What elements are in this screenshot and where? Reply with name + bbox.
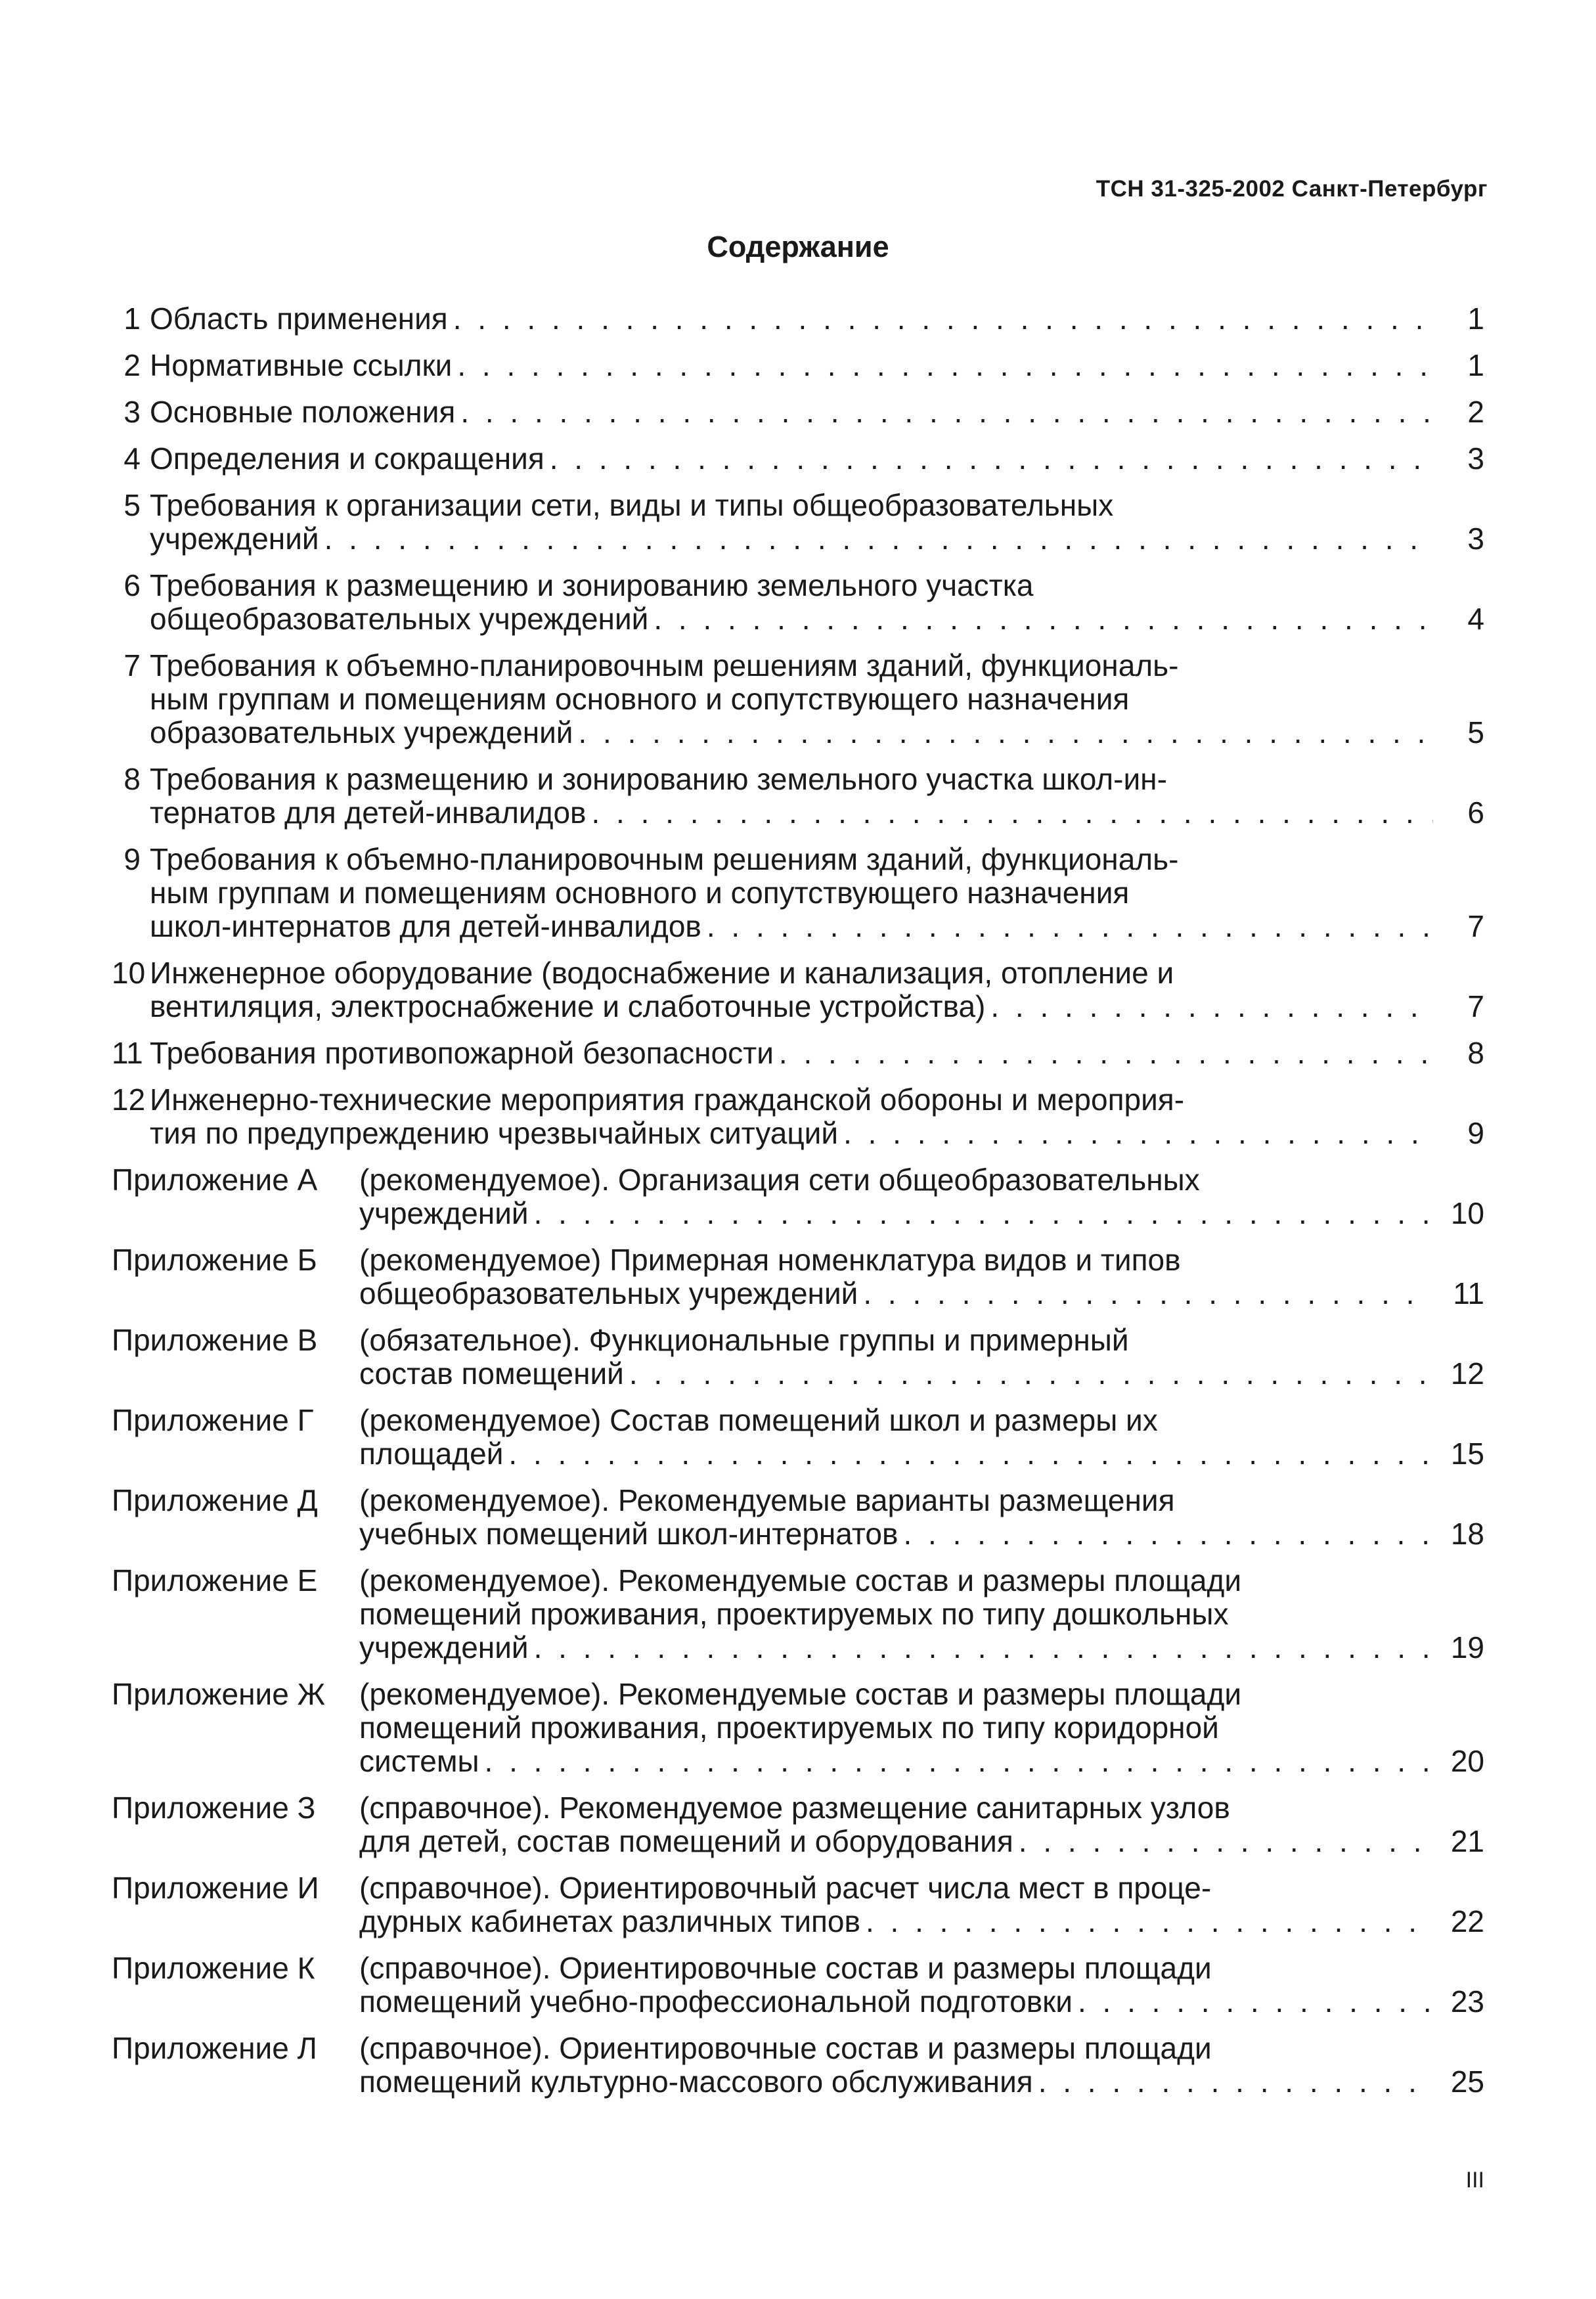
toc-appendix-label: Приложение Д — [112, 1483, 318, 1517]
dot-leader — [460, 395, 1433, 429]
toc-page-number: 22 — [1450, 1904, 1484, 1938]
toc-section-number: 11 — [112, 1036, 143, 1070]
toc-entry-title-line: ным группам и помещениям основного и сопутствующего назначения — [150, 876, 1130, 910]
toc-section-number: 8 — [123, 762, 141, 796]
toc-entry-title — [359, 1791, 1484, 1858]
toc-entry-title-line: Определения и сокращения — [150, 441, 544, 476]
toc-entry-title-line: (рекомендуемое). Рекомендуемые состав и размеры площади — [359, 1564, 1242, 1597]
toc-entry-title-line: вентиляция, электроснабжение и слаботочные устройства) — [150, 989, 986, 1023]
toc-entry-title — [150, 763, 1484, 830]
toc-entry-title — [359, 1404, 1484, 1471]
dot-leader — [903, 1517, 1433, 1551]
dot-leader — [866, 1905, 1433, 1938]
toc-page-number: 18 — [1450, 1517, 1484, 1551]
toc-appendix-entry[interactable] — [112, 1404, 1484, 1471]
toc-entry-title-line: образовательных учреждений — [150, 715, 573, 749]
toc-entry-title-line: Требования к организации сети, виды и типы общеобразовательных — [150, 489, 1114, 522]
toc-page-number: 3 — [1467, 522, 1484, 556]
toc-entry-title-line: учреждений — [150, 522, 319, 556]
toc-entry-title-line: тернатов для детей-инвалидов — [150, 795, 587, 830]
toc-page-number: 2 — [1467, 395, 1484, 429]
dot-leader — [453, 302, 1433, 336]
toc-entry-title — [359, 2032, 1484, 2099]
toc-entry-title-line: Нормативные ссылки — [150, 348, 453, 382]
toc-appendix-entry[interactable] — [112, 1324, 1484, 1391]
toc-entry-title — [150, 649, 1484, 749]
toc-page-number: 9 — [1467, 1116, 1484, 1150]
toc-entry-title-line: помещений учебно-профессиональной подготовки — [359, 1984, 1073, 2019]
dot-leader — [324, 522, 1433, 556]
toc-entry-title-line: дурных кабинетах различных типов — [359, 1904, 860, 1938]
toc-appendix-entry[interactable] — [112, 1678, 1484, 1778]
toc-page-number: 12 — [1450, 1356, 1484, 1391]
toc-page-number: 4 — [1467, 602, 1484, 636]
toc-page-number: 7 — [1467, 989, 1484, 1023]
dot-leader — [534, 1631, 1433, 1664]
toc-section-number: 7 — [123, 648, 141, 682]
toc-page-number: 6 — [1467, 795, 1484, 830]
document-code-header: ТСН 31-325-2002 Санкт-Петербург — [1096, 176, 1488, 202]
toc-entry-title — [150, 956, 1484, 1023]
toc-entry-title-line: помещений культурно-массового обслуживания — [359, 2065, 1033, 2099]
toc-appendix-label: Приложение В — [112, 1323, 318, 1357]
dot-leader — [779, 1037, 1433, 1070]
toc-page-number: 23 — [1450, 1984, 1484, 2019]
toc-section-number: 4 — [123, 441, 141, 476]
toc-entry-title — [150, 569, 1484, 636]
toc-section-entry[interactable] — [112, 569, 1484, 636]
page-number: III — [1465, 2168, 1484, 2193]
toc-entry-title — [359, 1243, 1484, 1310]
toc-entry-title — [150, 302, 1484, 336]
toc-section-number: 10 — [112, 956, 146, 990]
toc-section-entry[interactable] — [112, 1083, 1484, 1150]
toc-entry-title-line: Требования к размещению и зонированию земельного участка — [150, 569, 1034, 602]
toc-entry-title — [359, 1678, 1484, 1778]
dot-leader — [591, 796, 1433, 830]
toc-entry-title-line: общеобразовательных учреждений — [150, 602, 649, 636]
toc-section-entry[interactable] — [112, 302, 1484, 336]
toc-appendix-label: Приложение К — [112, 1951, 315, 1985]
toc-appendix-label: Приложение З — [112, 1791, 316, 1825]
toc-appendix-entry[interactable] — [112, 2032, 1484, 2099]
dot-leader — [579, 716, 1434, 749]
dot-leader — [485, 1745, 1433, 1778]
toc-section-entry[interactable] — [112, 649, 1484, 749]
toc-section-entry[interactable] — [112, 956, 1484, 1023]
toc-appendix-entry[interactable] — [112, 1791, 1484, 1858]
toc-page-number: 19 — [1450, 1630, 1484, 1664]
toc-entry-title-line: тия по предупреждению чрезвычайных ситуаций — [150, 1116, 839, 1150]
toc-entry-title-line: (рекомендуемое) Состав помещений школ и размеры их — [359, 1404, 1158, 1437]
dot-leader — [990, 990, 1433, 1023]
toc-entry-title-line: Инженерно-технические мероприятия гражданской обороны и мероприя- — [150, 1083, 1185, 1117]
dot-leader — [534, 1197, 1433, 1230]
dot-leader — [1078, 1985, 1433, 2019]
toc-entry-title-line: Требования к объемно-планировочным решениям зданий, функциональ- — [150, 843, 1179, 876]
toc-entry-title-line: помещений проживания, проектируемых по типу дошкольных — [359, 1597, 1229, 1631]
toc-section-number: 3 — [123, 395, 141, 429]
dot-leader — [457, 349, 1433, 382]
toc-appendix-label: Приложение Б — [112, 1243, 317, 1277]
toc-entry-title — [359, 1324, 1484, 1391]
dot-leader — [1038, 2065, 1433, 2099]
toc-appendix-label: Приложение Л — [112, 2031, 317, 2065]
toc-entry-title-line: ным группам и помещениям основного и сопутствующего назначения — [150, 682, 1130, 716]
toc-entry-title-line: для детей, состав помещений и оборудования — [359, 1824, 1013, 1858]
toc-section-number: 9 — [123, 842, 141, 876]
toc-page-number: 5 — [1467, 715, 1484, 749]
toc-entry-title-line: (рекомендуемое). Организация сети общеобразовательных — [359, 1163, 1200, 1197]
toc-entry-title — [359, 1871, 1484, 1938]
toc-appendix-entry[interactable] — [112, 1871, 1484, 1938]
toc-entry-title — [359, 1564, 1484, 1664]
toc-entry-title-line: школ-интернатов для детей-инвалидов — [150, 909, 701, 943]
table-of-contents — [112, 302, 1484, 2112]
toc-appendix-label: Приложение И — [112, 1871, 319, 1905]
toc-entry-title-line: (справочное). Ориентировочный расчет числа мест в проце- — [359, 1871, 1212, 1905]
toc-entry-title — [359, 1484, 1484, 1551]
dot-leader — [629, 1357, 1433, 1391]
toc-appendix-label: Приложение Ж — [112, 1677, 326, 1711]
toc-entry-title-line: (справочное). Ориентировочные состав и размеры площади — [359, 2032, 1212, 2065]
toc-page-number: 1 — [1467, 348, 1484, 382]
toc-entry-title-line: учреждений — [359, 1196, 529, 1230]
toc-entry-title-line: Инженерное оборудование (водоснабжение и канализация, отопление и — [150, 956, 1174, 990]
dot-leader — [843, 1117, 1433, 1150]
toc-entry-title-line: состав помещений — [359, 1356, 624, 1391]
toc-appendix-label: Приложение Е — [112, 1563, 318, 1597]
toc-section-number: 5 — [123, 488, 141, 522]
toc-entry-title — [150, 843, 1484, 943]
toc-appendix-entry[interactable] — [112, 1484, 1484, 1551]
toc-section-number: 1 — [123, 301, 141, 336]
toc-section-entry[interactable] — [112, 763, 1484, 830]
toc-appendix-entry[interactable] — [112, 1163, 1484, 1230]
toc-entry-title-line: Основные положения — [150, 395, 456, 429]
dot-leader — [707, 910, 1433, 943]
toc-section-number: 2 — [123, 348, 141, 382]
toc-entry-title-line: (рекомендуемое). Рекомендуемые состав и размеры площади — [359, 1678, 1242, 1711]
toc-entry-title-line: (рекомендуемое). Рекомендуемые варианты размещения — [359, 1484, 1175, 1517]
toc-section-number: 6 — [123, 568, 141, 602]
toc-entry-title-line: (обязательное). Функциональные группы и примерный — [359, 1324, 1129, 1357]
toc-section-entry[interactable] — [112, 349, 1484, 382]
toc-entry-title-line: помещений проживания, проектируемых по типу коридорной — [359, 1711, 1219, 1745]
toc-page-number: 1 — [1467, 301, 1484, 336]
toc-appendix-entry[interactable] — [112, 1952, 1484, 2019]
toc-entry-title — [150, 1037, 1484, 1070]
toc-page-number: 3 — [1467, 441, 1484, 476]
toc-appendix-label: Приложение Г — [112, 1403, 314, 1437]
dot-leader — [863, 1277, 1433, 1310]
toc-entry-title — [150, 442, 1484, 476]
toc-page-number: 10 — [1450, 1196, 1484, 1230]
toc-page-number: 8 — [1467, 1036, 1484, 1070]
dot-leader — [550, 442, 1433, 476]
toc-appendix-entry[interactable] — [112, 1564, 1484, 1664]
toc-page-number: 20 — [1450, 1744, 1484, 1778]
dot-leader — [654, 602, 1433, 636]
toc-entry-title-line: общеобразовательных учреждений — [359, 1276, 858, 1310]
toc-entry-title-line: (рекомендуемое) Примерная номенклатура видов и типов — [359, 1243, 1181, 1277]
toc-page-number: 21 — [1450, 1824, 1484, 1858]
toc-entry-title — [150, 349, 1484, 382]
toc-appendix-entry[interactable] — [112, 1243, 1484, 1310]
toc-entry-title-line: учебных помещений школ-интернатов — [359, 1517, 898, 1551]
toc-entry-title-line: Требования к объемно-планировочным решениям зданий, функциональ- — [150, 649, 1179, 682]
dot-leader — [1019, 1825, 1433, 1858]
toc-entry-title — [150, 395, 1484, 429]
dot-leader — [508, 1437, 1433, 1471]
toc-page-number: 25 — [1450, 2065, 1484, 2099]
toc-page-number: 7 — [1467, 909, 1484, 943]
toc-title: Содержание — [707, 230, 889, 263]
toc-entry-title — [359, 1163, 1484, 1230]
toc-entry-title-line: Требования противопожарной безопасности — [150, 1036, 774, 1070]
toc-entry-title-line: (справочное). Ориентировочные состав и размеры площади — [359, 1952, 1212, 1985]
toc-entry-title-line: Область применения — [150, 301, 448, 336]
toc-entry-title-line: Требования к размещению и зонированию земельного участка школ-ин- — [150, 763, 1167, 796]
toc-section-entry[interactable] — [112, 489, 1484, 556]
toc-section-number: 12 — [112, 1083, 146, 1117]
toc-page-number: 11 — [1453, 1276, 1484, 1310]
toc-section-entry[interactable] — [112, 442, 1484, 476]
toc-entry-title — [150, 489, 1484, 556]
toc-entry-title-line: учреждений — [359, 1630, 529, 1664]
toc-entry-title-line: (справочное). Рекомендуемое размещение санитарных узлов — [359, 1791, 1230, 1825]
toc-page-number: 15 — [1450, 1437, 1484, 1471]
toc-appendix-label: Приложение А — [112, 1163, 318, 1197]
toc-entry-title — [150, 1083, 1484, 1150]
toc-section-entry[interactable] — [112, 1037, 1484, 1070]
toc-entry-title — [359, 1952, 1484, 2019]
toc-section-entry[interactable] — [112, 843, 1484, 943]
toc-section-entry[interactable] — [112, 395, 1484, 429]
toc-entry-title-line: площадей — [359, 1437, 504, 1471]
toc-entry-title-line: системы — [359, 1744, 479, 1778]
